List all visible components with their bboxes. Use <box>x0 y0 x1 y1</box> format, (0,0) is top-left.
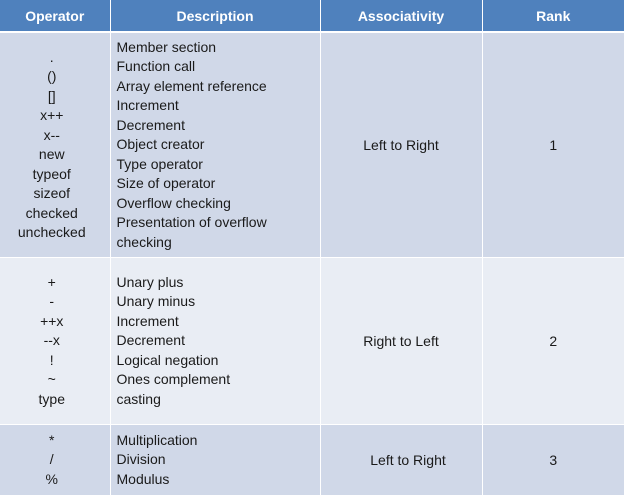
operator-list <box>0 431 110 490</box>
operator-item: [] <box>47 87 56 104</box>
operator-item: unchecked <box>17 224 86 240</box>
description-item: Increment <box>116 312 179 329</box>
operator-item: ~ <box>47 371 56 388</box>
associativity-value: Left to Right <box>370 452 446 468</box>
associativity-value: Right to Left <box>363 333 439 349</box>
operator-item: x-- <box>43 126 60 143</box>
description-item: Increment <box>116 97 179 114</box>
header-associativity: Associativity <box>320 0 482 32</box>
description-item: Decrement <box>116 116 185 133</box>
associativity-cell <box>320 32 482 258</box>
description-list <box>111 431 320 490</box>
operator-list <box>0 48 110 243</box>
operator-item: / <box>49 451 54 468</box>
operators-cell <box>0 32 110 258</box>
table-row-rank-3 <box>0 425 624 496</box>
description-item: casting <box>116 390 161 407</box>
associativity-cell <box>320 258 482 425</box>
descriptions-cell <box>110 425 320 496</box>
description-list <box>111 38 320 253</box>
description-item: Overflow checking <box>116 194 231 211</box>
operator-item: checked <box>25 204 78 221</box>
description-item: Presentation of overflow checking <box>116 214 267 250</box>
header-row <box>0 0 624 32</box>
operator-item: --x <box>43 332 60 349</box>
associativity-value: Left to Right <box>363 137 439 153</box>
operator-item: * <box>49 431 55 448</box>
operator-list <box>0 273 110 410</box>
description-item: Modulus <box>116 470 170 487</box>
descriptions-cell <box>110 258 320 425</box>
rank-cell: 1 <box>482 32 624 258</box>
operator-item: + <box>47 273 56 290</box>
operator-item: type <box>38 390 65 407</box>
operator-item: sizeof <box>33 185 71 201</box>
operator-item: () <box>47 68 57 84</box>
description-item: Object creator <box>116 136 205 153</box>
description-item: Division <box>116 451 166 468</box>
header-rank: Rank <box>482 0 624 32</box>
operator-item: . <box>49 48 54 65</box>
operator-item: typeof <box>32 165 71 182</box>
description-list <box>111 273 320 410</box>
descriptions-cell <box>110 32 320 258</box>
operator-item: new <box>38 146 65 162</box>
description-item: Decrement <box>116 332 185 349</box>
operator-item: - <box>49 293 55 310</box>
description-item: Size of operator <box>116 175 216 192</box>
header-description: Description <box>110 0 320 32</box>
description-item: Array element reference <box>116 77 267 94</box>
description-item: Member section <box>116 38 217 55</box>
operator-item: ++x <box>40 312 64 329</box>
description-item: Unary minus <box>116 293 196 310</box>
description-item: Unary plus <box>116 273 184 290</box>
table-row-rank-1 <box>0 32 624 258</box>
operators-cell <box>0 425 110 496</box>
operator-item: % <box>45 470 58 487</box>
rank-cell: 3 <box>482 425 624 496</box>
description-item: Type operator <box>116 155 203 172</box>
description-item: Multiplication <box>116 431 198 448</box>
operator-item: x++ <box>40 107 64 123</box>
description-item: Function call <box>116 58 196 75</box>
description-item: Ones complement <box>116 371 231 388</box>
description-item: Logical negation <box>116 351 219 368</box>
associativity-cell <box>320 425 482 496</box>
operators-cell <box>0 258 110 425</box>
rank-cell: 2 <box>482 258 624 425</box>
table-row-rank-2 <box>0 258 624 425</box>
header-operator: Operator <box>0 0 110 32</box>
operator-item: ! <box>49 351 54 368</box>
